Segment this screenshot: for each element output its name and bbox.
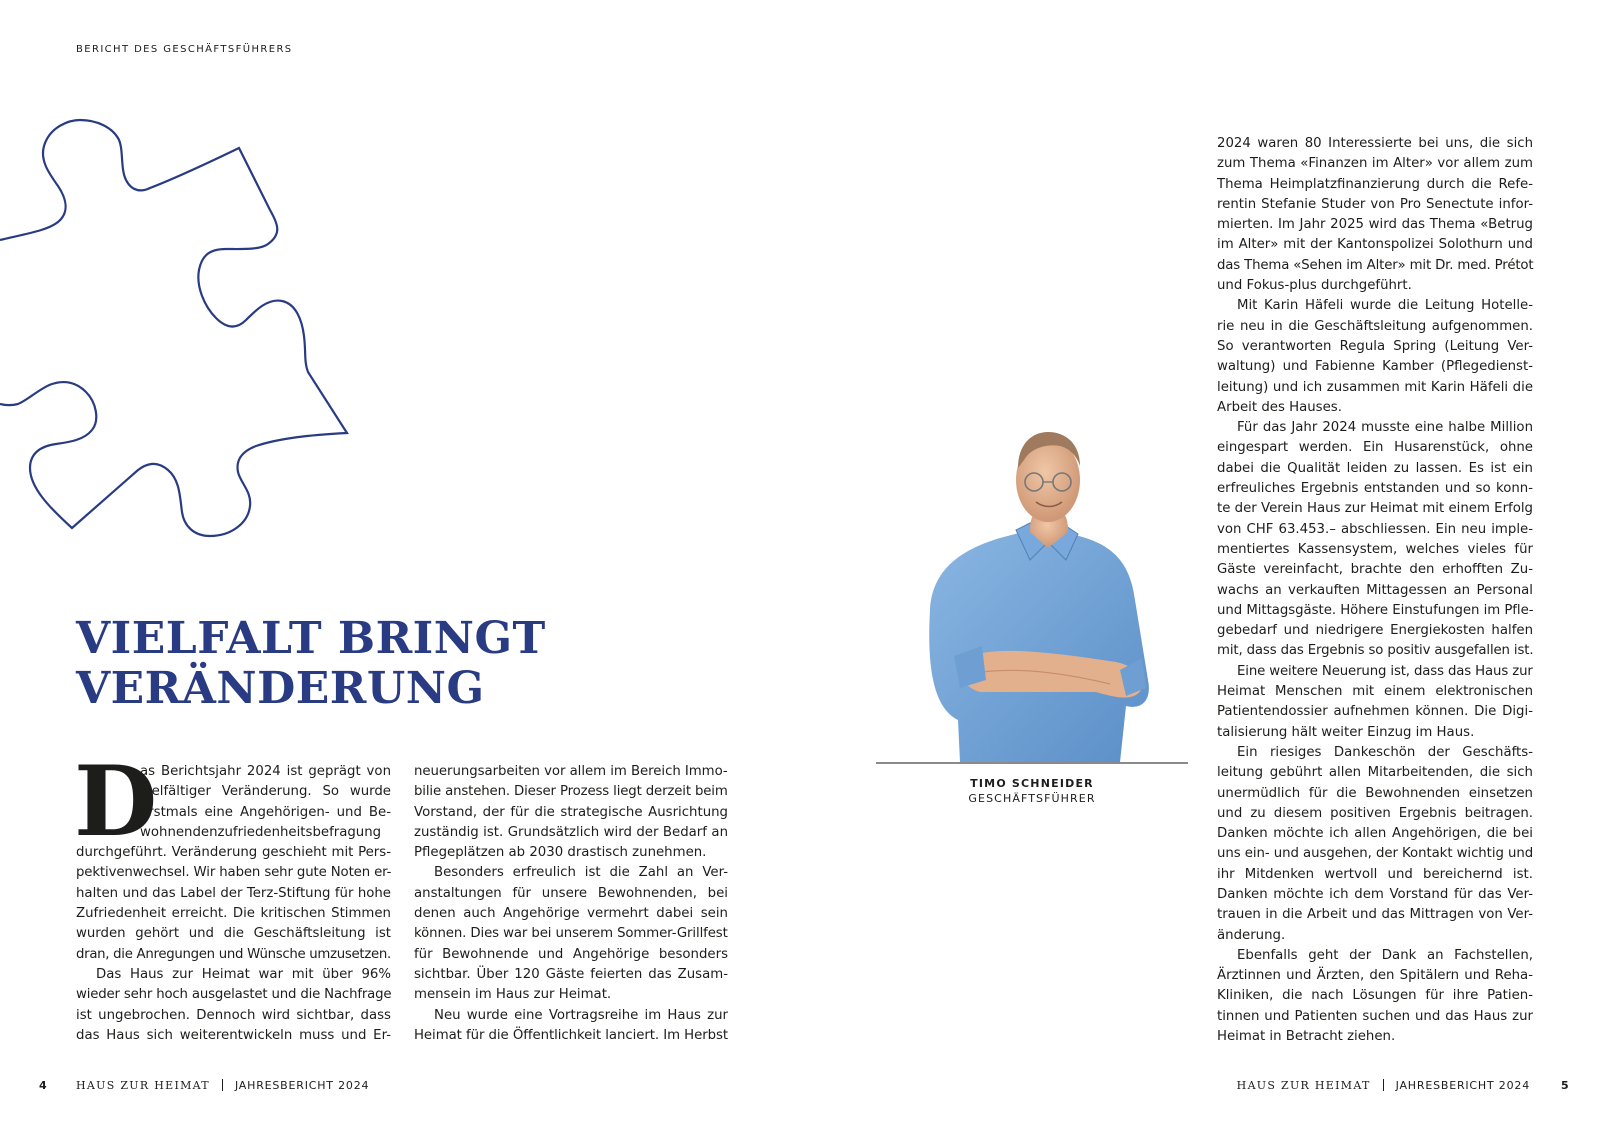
text-line: gebedarf und niedrigere Energiekosten halfen xyxy=(1217,623,1533,639)
text-line: im Alter» mit der Kantonspolizei Solothurn und xyxy=(1217,237,1533,253)
text-line: Kliniken, die nach Lösungen für ihre Patien- xyxy=(1217,988,1533,1004)
portrait-photo xyxy=(920,430,1170,762)
text-line: Patientendossier aufnehmen können. Die Digi- xyxy=(1217,704,1533,720)
text-line: Ebenfalls geht der Dank an Fachstellen, xyxy=(1237,947,1533,963)
text-line: as Berichtsjahr 2024 ist geprägt von xyxy=(140,764,391,779)
text-line: wieder sehr hoch ausgelastet und die Nachfrage xyxy=(76,987,392,1003)
text-line: Vorstand, der für die strategische Ausrichtung xyxy=(414,804,728,820)
text-line: Danken möchte ich allen Angehörigen, die bei xyxy=(1217,826,1533,842)
text-line: Arbeit des Hauses. xyxy=(1217,399,1342,415)
footer-publication: HAUS ZUR HEIMAT xyxy=(76,1079,210,1092)
text-line: sichtbar. Über 120 Gäste feierten das Zusam- xyxy=(414,966,728,982)
text-line: halten und das Label der Terz-Stiftung für hohe xyxy=(76,885,391,901)
text-line: anstaltungen für unsere Bewohnenden, bei xyxy=(414,885,728,901)
text-line: von CHF 63.453.– abschliessen. Ein neu imple- xyxy=(1217,521,1533,537)
text-line: Gäste vereinfacht, brachte den erhofften Zu- xyxy=(1217,562,1533,578)
text-line: mentiertes Kassensystem, welches vieles für xyxy=(1217,541,1533,557)
text-line: eingespart werden. Ein Husarenstück, ohne xyxy=(1217,440,1533,456)
text-line: pektivenwechsel. Wir haben sehr gute Noten er- xyxy=(76,865,392,881)
text-line: Das Haus zur Heimat war mit über 96% xyxy=(96,966,391,982)
text-line: Mit Karin Häfeli wurde die Leitung Hotelle- xyxy=(1237,298,1533,314)
page-headline xyxy=(76,614,546,714)
text-line: leitung) und ich zusammen mit Karin Häfeli die xyxy=(1217,379,1533,395)
text-line: wurden gehört und die Geschäftsleitung ist xyxy=(76,926,391,942)
text-line: bilie anstehen. Dieser Prozess liegt derzeit beim xyxy=(414,784,728,800)
footer-report: JAHRESBERICHT 2024 xyxy=(1395,1079,1530,1092)
text-line: waltung) und Fabienne Kamber (Pflegedienst- xyxy=(1217,359,1533,375)
text-line: ihr Mitdenken wertvoll und bereichernd ist. xyxy=(1217,866,1533,882)
text-line: Pflegeplätzen ab 2030 drastisch zunehmen. xyxy=(414,845,707,861)
page-number-left: 4 xyxy=(39,1079,47,1092)
text-line: talisierung hält weiter Einzug im Haus. xyxy=(1217,724,1475,740)
text-line: Ein riesiges Dankeschön der Geschäfts- xyxy=(1237,744,1533,760)
text-line: mit, dass das Ergebnis so positiv ausgefallen ist. xyxy=(1217,643,1534,659)
footer-report: JAHRESBERICHT 2024 xyxy=(234,1079,370,1092)
footer-left xyxy=(76,1079,369,1092)
text-line: durchgeführt. Veränderung geschieht mit Pers- xyxy=(76,845,391,861)
text-line: wachs an verkauften Mittagessen an Personal xyxy=(1217,582,1533,598)
text-line: dabei die Qualität leiden zu lassen. Es ist ein xyxy=(1217,460,1533,476)
text-line: mierten. Im Jahr 2025 wird das Thema «Betrug xyxy=(1217,217,1533,233)
page-number-right: 5 xyxy=(1561,1079,1569,1092)
text-line: 2024 waren 80 Interessierte bei uns, die sich xyxy=(1217,136,1533,151)
caption-rule xyxy=(876,762,1188,764)
drop-cap: D xyxy=(74,762,158,844)
text-line: ist ungebrochen. Dennoch wird sichtbar, dass xyxy=(76,1007,391,1023)
footer-publication: HAUS ZUR HEIMAT xyxy=(1236,1079,1371,1092)
text-line: Heimat Menschen mit einem elektronischen xyxy=(1217,684,1533,700)
text-line: Eine weitere Neuerung ist, dass das Haus zur xyxy=(1237,663,1533,679)
portrait-title: GESCHÄFTSFÜHRER xyxy=(968,792,1096,805)
text-line: Ärztinnen und Ärzten, den Spitälern und Reha- xyxy=(1217,968,1533,984)
text-line: denen auch Angehörige vermehrt dabei sein xyxy=(414,906,728,922)
text-line: änderung. xyxy=(1217,927,1286,943)
text-column-middle xyxy=(414,762,728,1046)
text-line: Danken möchte ich dem Vorstand für das Ver- xyxy=(1217,886,1533,902)
text-line: das Haus sich weiterentwickeln muss und Er- xyxy=(76,1027,391,1043)
text-line: Heimat für die Öffentlichkeit lanciert. Im Herbst xyxy=(414,1027,728,1043)
text-column-left xyxy=(76,762,391,1046)
text-line: Heimat in Betracht ziehen. xyxy=(1217,1029,1396,1045)
text-line: Neu wurde eine Vortragsreihe im Haus zur xyxy=(434,1007,728,1023)
text-line: rie neu in die Geschäftsleitung aufgenommen. xyxy=(1217,318,1533,334)
text-line: dran, die Anregungen und Wünsche umzusetzen. xyxy=(76,946,391,962)
headline-line-2: VERÄNDERUNG xyxy=(76,663,485,714)
text-line: und zu diesem positiven Ergebnis beitragen. xyxy=(1217,805,1533,821)
text-line: unermüdlich für die Bewohnenden einsetzen xyxy=(1217,785,1533,801)
text-line: mensein im Haus zur Heimat. xyxy=(414,987,612,1003)
text-line: So verantworten Regula Spring (Leitung Ver- xyxy=(1217,338,1533,354)
text-line: erfreuliches Ergebnis entstanden und so konn- xyxy=(1217,481,1533,497)
text-line: trauen in die Arbeit und das Mittragen von Ver- xyxy=(1217,907,1533,923)
text-line: Zufriedenheit erreicht. Die kritischen Stimmen xyxy=(76,906,391,922)
text-line: wohnendenzufriedenheitsbefragung xyxy=(140,824,382,840)
text-line: neuerungsarbeiten vor allem im Bereich Immo- xyxy=(414,764,728,779)
text-line: Für das Jahr 2024 musste eine halbe Million xyxy=(1237,420,1533,436)
text-line: erstmals eine Angehörigen- und Be- xyxy=(140,804,391,820)
text-line: vielfältiger Veränderung. So wurde xyxy=(140,784,391,800)
text-line: können. Dies war bei unserem Sommer-Grillfest xyxy=(414,926,728,942)
text-line: tinnen und Patienten suchen und das Haus zur xyxy=(1217,1008,1533,1024)
footer-separator xyxy=(1383,1079,1384,1091)
text-line: zuständig ist. Grundsätzlich wird der Bedarf an xyxy=(414,824,728,840)
text-line: rentin Stefanie Studer von Pro Senectute infor- xyxy=(1217,196,1533,212)
text-line: und Fokus-plus durchgeführt. xyxy=(1217,278,1412,294)
text-column-right xyxy=(1217,134,1533,1047)
footer-right xyxy=(1237,1079,1530,1092)
text-line: für Bewohnende und Angehörige besonders xyxy=(414,946,728,962)
text-line: Thema Heimplatzfinanzierung durch die Refe- xyxy=(1217,176,1533,192)
running-head: BERICHT DES GESCHÄFTSFÜHRERS xyxy=(76,44,293,55)
text-line: und Mittagsgäste. Höhere Einstufungen im Pfle- xyxy=(1217,602,1534,618)
text-line: Besonders erfreulich ist die Zahl an Ver- xyxy=(434,865,728,881)
text-line: te der Verein Haus zur Heimat mit einem Erfolg xyxy=(1217,501,1533,517)
footer-separator xyxy=(222,1079,223,1091)
headline-line-1: VIELFALT BRINGT xyxy=(76,613,546,664)
portrait-name: TIMO SCHNEIDER xyxy=(970,777,1094,790)
text-line: leitung gebührt allen Mitarbeitenden, die sich xyxy=(1217,765,1533,781)
puzzle-piece-icon xyxy=(0,100,400,560)
text-line: uns ein- und ausgehen, der Kontakt wichtig und xyxy=(1217,846,1534,862)
text-line: zum Thema «Finanzen im Alter» vor allem zum xyxy=(1217,156,1533,172)
text-line: das Thema «Sehen im Alter» mit Dr. med. Prétot xyxy=(1217,257,1534,273)
